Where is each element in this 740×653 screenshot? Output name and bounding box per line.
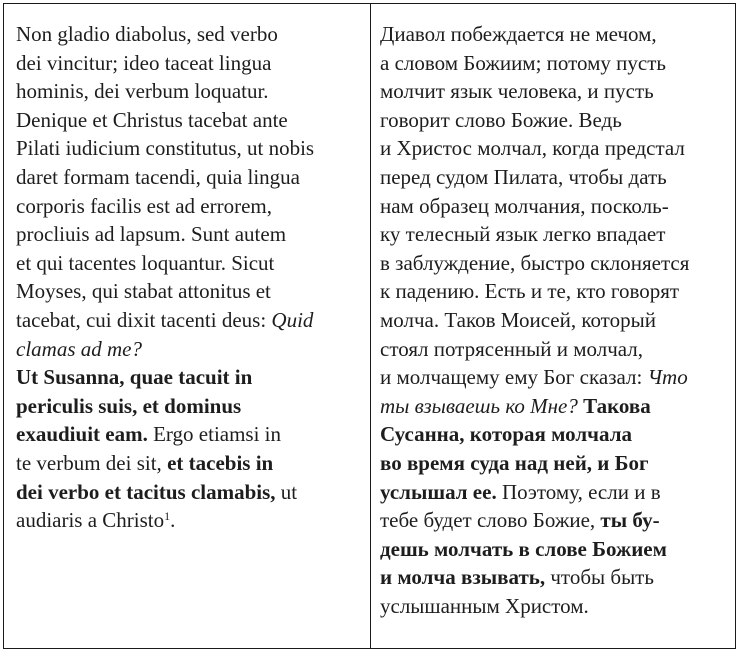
text-segment: clamas ad me? xyxy=(16,336,142,361)
parallel-text-table xyxy=(3,3,736,649)
text-segment: Диавол побеждается не мечом, xyxy=(380,22,657,46)
text-segment: в заблуждение, быстро склоняется xyxy=(380,250,690,275)
latin-text-line xyxy=(16,220,364,249)
text-segment: audiaris a Christo xyxy=(16,508,165,533)
text-segment: Ergo etiamsi in xyxy=(147,422,282,447)
text-segment: corporis facilis est ad errorem, xyxy=(16,193,272,218)
russian-text-line xyxy=(380,363,729,392)
text-segment: дешь молчать в слове Божием xyxy=(380,536,667,561)
latin-column xyxy=(4,4,371,648)
russian-text-line xyxy=(380,306,729,335)
text-segment: Pilati iudicium constitutus, ut nobis xyxy=(16,136,315,161)
text-segment: во время суда над ней, и Бог xyxy=(380,450,649,475)
latin-text-line xyxy=(16,506,364,535)
text-segment: Такова xyxy=(583,393,651,418)
russian-text-line xyxy=(380,77,729,106)
footnote-marker: 1 xyxy=(164,509,171,524)
latin-text-line xyxy=(16,192,364,221)
text-segment: ку телесный язык легко впадает xyxy=(380,222,666,247)
latin-text-line xyxy=(16,20,364,49)
text-segment: и Христос молчал, когда предстал xyxy=(380,136,685,161)
latin-text-line xyxy=(16,49,364,78)
russian-text-line xyxy=(380,449,729,478)
text-segment: перед судом Пилата, чтобы дать xyxy=(380,164,667,189)
russian-text-line xyxy=(380,277,729,306)
text-segment: стоял потрясенный и молчал, xyxy=(380,336,644,361)
latin-text-line xyxy=(16,77,364,106)
latin-text-line xyxy=(16,363,364,392)
text-segment: Ut Susanna, quae tacuit in xyxy=(16,365,253,390)
text-segment: Что xyxy=(647,365,688,390)
text-segment: молчит язык человека, и пусть xyxy=(380,79,654,104)
russian-text-line xyxy=(380,535,729,564)
text-segment: говорит слово Божие. Ведь xyxy=(380,107,622,132)
russian-text-line xyxy=(380,392,729,421)
latin-text-line xyxy=(16,478,364,507)
text-segment: и молчащему ему Бог сказал: xyxy=(380,365,648,390)
russian-text-line xyxy=(380,49,729,78)
text-segment: и молча взывать, xyxy=(380,565,546,590)
text-segment: Quid xyxy=(271,307,314,332)
latin-text-line xyxy=(16,134,364,163)
russian-text-line xyxy=(380,134,729,163)
text-segment: ты взываешь ко Мне? xyxy=(380,393,578,418)
text-segment: чтобы быть xyxy=(545,565,654,590)
text-segment: dei verbo et tacitus clamabis, xyxy=(16,479,276,504)
text-segment: тебе будет слово Божие, xyxy=(380,508,601,533)
text-segment: а словом Божиим; потому пусть xyxy=(380,50,666,75)
russian-text-line xyxy=(380,478,729,507)
latin-text-line xyxy=(16,277,364,306)
text-segment: periculis suis, et dominus xyxy=(16,393,242,418)
text-segment: услышал ее. xyxy=(380,479,497,504)
latin-text-line xyxy=(16,392,364,421)
text-segment: et qui tacentes loquantur. Sicut xyxy=(16,250,275,275)
text-segment: daret formam tacendi, quia lingua xyxy=(16,164,300,189)
text-segment: молча. Таков Моисей, который xyxy=(380,307,656,332)
russian-text-line xyxy=(380,220,729,249)
text-segment: Moyses, qui stabat attonitus et xyxy=(16,279,271,304)
russian-text-line xyxy=(380,163,729,192)
text-segment: . xyxy=(170,508,176,533)
text-segment: Non gladio diabolus, sed verbo xyxy=(16,22,278,46)
latin-text-line xyxy=(16,106,364,135)
text-segment: к падению. Есть и те, кто говорят xyxy=(380,279,680,304)
latin-text-line xyxy=(16,449,364,478)
text-segment: ты бу- xyxy=(600,508,660,533)
russian-text-line xyxy=(380,420,729,449)
russian-column xyxy=(371,4,735,648)
russian-text-line xyxy=(380,506,729,535)
russian-text-line xyxy=(380,249,729,278)
russian-text-line xyxy=(380,20,729,49)
text-segment: procliuis ad lapsum. Sunt autem xyxy=(16,222,287,247)
text-segment: ut xyxy=(275,479,298,504)
text-segment: Поэтому, если и в xyxy=(496,479,661,504)
text-segment: hominis, dei verbum loquatur. xyxy=(16,79,269,104)
latin-text-line xyxy=(16,249,364,278)
russian-text-line xyxy=(380,592,729,621)
russian-text-line xyxy=(380,335,729,364)
latin-text-line xyxy=(16,420,364,449)
text-segment: te verbum dei sit, xyxy=(16,450,168,475)
latin-text-line xyxy=(16,306,364,335)
text-segment: tacebat, cui dixit tacenti deus: xyxy=(16,307,272,332)
text-segment: dei vincitur; ideo taceat lingua xyxy=(16,50,272,75)
latin-text-line xyxy=(16,335,364,364)
text-segment: услышанным Христом. xyxy=(380,593,589,618)
text-segment: Сусанна, которая молчала xyxy=(380,422,632,447)
text-segment: нам образец молчания, посколь- xyxy=(380,193,669,218)
russian-text-line xyxy=(380,563,729,592)
russian-text-line xyxy=(380,106,729,135)
text-segment: et tacebis in xyxy=(167,450,274,475)
russian-text-line xyxy=(380,192,729,221)
text-segment: exaudiuit eam. xyxy=(16,422,148,447)
latin-text-line xyxy=(16,163,364,192)
text-segment: Denique et Christus tacebat ante xyxy=(16,107,288,132)
